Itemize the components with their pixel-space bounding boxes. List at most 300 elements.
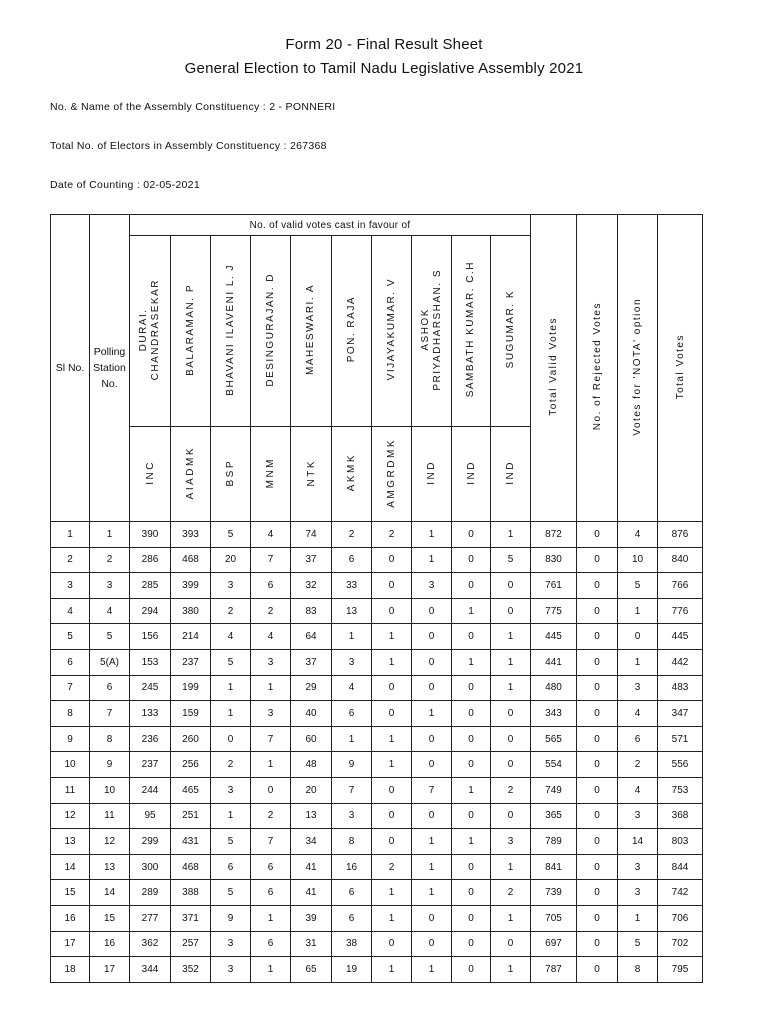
constituency-info: No. & Name of the Assembly Constituency : 2 - PONNERI: [50, 101, 336, 113]
rejected-votes-cell: 0: [577, 829, 618, 855]
sl-no-header: Sl No.: [51, 215, 90, 522]
total-votes-cell: 483: [658, 675, 703, 701]
sl-no-cell: 5: [51, 624, 90, 650]
polling-station-cell: 2: [90, 547, 130, 573]
candidate-votes-cell: 1: [412, 547, 452, 573]
candidate-votes-cell: 32: [291, 573, 332, 599]
rejected-votes-cell: 0: [577, 649, 618, 675]
candidate-votes-cell: 3: [211, 957, 251, 983]
candidate-name-header: DESINGURAJAN. D: [251, 236, 291, 427]
candidate-votes-cell: 0: [452, 547, 491, 573]
sl-no-cell: 1: [51, 522, 90, 548]
party-header: IND: [412, 427, 452, 522]
candidate-votes-cell: 0: [412, 726, 452, 752]
candidate-votes-cell: 20: [291, 777, 332, 803]
candidate-votes-cell: 6: [251, 854, 291, 880]
rejected-votes-cell: 0: [577, 854, 618, 880]
table-row: [51, 624, 703, 650]
total-votes-cell: 571: [658, 726, 703, 752]
counting-date: Date of Counting : 02-05-2021: [50, 179, 200, 191]
candidate-name-header: ASHOK PRIYADHARSHAN. S: [412, 236, 452, 427]
candidate-votes-cell: 0: [412, 931, 452, 957]
candidate-votes-cell: 380: [171, 598, 211, 624]
candidate-votes-cell: 344: [130, 957, 171, 983]
polling-station-cell: 9: [90, 752, 130, 778]
page-subtitle: General Election to Tamil Nadu Legislative Assembly 2021: [184, 60, 584, 77]
candidate-votes-cell: 1: [412, 829, 452, 855]
rejected-votes-header: No. of Rejected Votes: [577, 215, 618, 522]
candidate-votes-cell: 245: [130, 675, 171, 701]
nota-votes-cell: 1: [618, 905, 658, 931]
candidate-votes-cell: 1: [452, 777, 491, 803]
polling-station-cell: 3: [90, 573, 130, 599]
nota-votes-cell: 0: [618, 624, 658, 650]
candidate-votes-cell: 0: [452, 675, 491, 701]
candidate-votes-cell: 95: [130, 803, 171, 829]
candidate-votes-cell: 1: [251, 675, 291, 701]
candidate-votes-cell: 6: [211, 854, 251, 880]
rejected-votes-cell: 0: [577, 726, 618, 752]
total-votes-cell: 803: [658, 829, 703, 855]
candidate-votes-cell: 3: [251, 649, 291, 675]
candidate-votes-cell: 1: [372, 880, 412, 906]
candidate-votes-cell: 0: [491, 701, 531, 727]
candidate-votes-cell: 393: [171, 522, 211, 548]
candidate-votes-cell: 8: [332, 829, 372, 855]
candidate-votes-cell: 0: [452, 752, 491, 778]
sl-no-cell: 15: [51, 880, 90, 906]
valid-votes-group-header: No. of valid votes cast in favour of: [130, 215, 531, 236]
candidate-votes-cell: 1: [491, 675, 531, 701]
candidate-votes-cell: 0: [412, 675, 452, 701]
candidate-votes-cell: 1: [251, 957, 291, 983]
candidate-votes-cell: 5: [211, 649, 251, 675]
polling-station-cell: 17: [90, 957, 130, 983]
candidate-votes-cell: 29: [291, 675, 332, 701]
candidate-votes-cell: 286: [130, 547, 171, 573]
page-title: Form 20 - Final Result Sheet: [285, 36, 483, 53]
candidate-votes-cell: 0: [372, 701, 412, 727]
candidate-votes-cell: 2: [332, 522, 372, 548]
candidate-votes-cell: 260: [171, 726, 211, 752]
total-valid-votes-cell: 789: [531, 829, 577, 855]
candidate-votes-cell: 299: [130, 829, 171, 855]
candidate-votes-cell: 0: [412, 752, 452, 778]
candidate-name-header: BALARAMAN. P: [171, 236, 211, 427]
total-valid-votes-cell: 445: [531, 624, 577, 650]
candidate-votes-cell: 0: [491, 931, 531, 957]
total-valid-votes-cell: 787: [531, 957, 577, 983]
result-table: [50, 214, 703, 983]
candidate-votes-cell: 352: [171, 957, 211, 983]
candidate-votes-cell: 2: [491, 880, 531, 906]
candidate-votes-cell: 237: [171, 649, 211, 675]
candidate-votes-cell: 0: [412, 905, 452, 931]
candidate-votes-cell: 1: [412, 522, 452, 548]
polling-station-cell: 16: [90, 931, 130, 957]
candidate-votes-cell: 1: [372, 624, 412, 650]
polling-station-cell: 13: [90, 854, 130, 880]
nota-votes-cell: 4: [618, 701, 658, 727]
candidate-votes-cell: 294: [130, 598, 171, 624]
sl-no-cell: 17: [51, 931, 90, 957]
candidate-votes-cell: 40: [291, 701, 332, 727]
total-valid-votes-cell: 739: [531, 880, 577, 906]
candidate-votes-cell: 0: [452, 905, 491, 931]
polling-station-cell: 1: [90, 522, 130, 548]
candidate-name-header: PON. RAJA: [332, 236, 372, 427]
rejected-votes-cell: 0: [577, 598, 618, 624]
nota-votes-cell: 4: [618, 777, 658, 803]
candidate-votes-cell: 1: [372, 649, 412, 675]
candidate-votes-cell: 0: [491, 598, 531, 624]
rejected-votes-cell: 0: [577, 701, 618, 727]
candidate-votes-cell: 48: [291, 752, 332, 778]
candidate-votes-cell: 0: [372, 547, 412, 573]
candidate-votes-cell: 1: [211, 701, 251, 727]
table-row: [51, 829, 703, 855]
candidate-votes-cell: 0: [251, 777, 291, 803]
candidate-votes-cell: 1: [251, 905, 291, 931]
candidate-votes-cell: 3: [211, 573, 251, 599]
candidate-votes-cell: 199: [171, 675, 211, 701]
candidate-votes-cell: 277: [130, 905, 171, 931]
candidate-votes-cell: 7: [412, 777, 452, 803]
polling-station-cell: 5: [90, 624, 130, 650]
candidate-votes-cell: 19: [332, 957, 372, 983]
candidate-votes-cell: 7: [251, 829, 291, 855]
candidate-votes-cell: 60: [291, 726, 332, 752]
total-valid-votes-cell: 872: [531, 522, 577, 548]
total-votes-cell: 776: [658, 598, 703, 624]
candidate-votes-cell: 300: [130, 854, 171, 880]
sl-no-cell: 7: [51, 675, 90, 701]
candidate-votes-cell: 83: [291, 598, 332, 624]
candidate-votes-cell: 16: [332, 854, 372, 880]
table-row: [51, 649, 703, 675]
table-row: [51, 931, 703, 957]
candidate-votes-cell: 0: [372, 777, 412, 803]
candidate-name-header: DURAI. CHANDRASEKAR: [130, 236, 171, 427]
sl-no-cell: 11: [51, 777, 90, 803]
total-votes-cell: 876: [658, 522, 703, 548]
candidate-votes-cell: 214: [171, 624, 211, 650]
nota-votes-cell: 3: [618, 675, 658, 701]
total-valid-votes-cell: 697: [531, 931, 577, 957]
candidate-votes-cell: 399: [171, 573, 211, 599]
candidate-votes-cell: 3: [211, 777, 251, 803]
total-valid-votes-cell: 441: [531, 649, 577, 675]
rejected-votes-cell: 0: [577, 880, 618, 906]
candidate-votes-cell: 159: [171, 701, 211, 727]
candidate-votes-cell: 388: [171, 880, 211, 906]
table-row: [51, 957, 703, 983]
candidate-votes-cell: 1: [491, 854, 531, 880]
sl-no-cell: 10: [51, 752, 90, 778]
candidate-votes-cell: 1: [332, 726, 372, 752]
table-row: [51, 752, 703, 778]
candidate-votes-cell: 7: [251, 547, 291, 573]
rejected-votes-cell: 0: [577, 675, 618, 701]
total-valid-votes-cell: 775: [531, 598, 577, 624]
candidate-votes-cell: 0: [412, 649, 452, 675]
total-votes-cell: 445: [658, 624, 703, 650]
nota-votes-cell: 8: [618, 957, 658, 983]
table-row: [51, 880, 703, 906]
total-valid-votes-cell: 480: [531, 675, 577, 701]
candidate-votes-cell: 0: [491, 573, 531, 599]
candidate-votes-cell: 38: [332, 931, 372, 957]
candidate-votes-cell: 2: [491, 777, 531, 803]
candidate-votes-cell: 0: [452, 573, 491, 599]
candidate-votes-cell: 0: [491, 803, 531, 829]
candidate-votes-cell: 1: [452, 649, 491, 675]
candidate-votes-cell: 6: [332, 547, 372, 573]
sl-no-cell: 2: [51, 547, 90, 573]
party-header: AKMK: [332, 427, 372, 522]
candidate-votes-cell: 5: [211, 880, 251, 906]
total-votes-cell: 706: [658, 905, 703, 931]
total-valid-votes-cell: 830: [531, 547, 577, 573]
table-row: [51, 675, 703, 701]
candidate-votes-cell: 431: [171, 829, 211, 855]
candidate-votes-cell: 3: [491, 829, 531, 855]
sl-no-cell: 16: [51, 905, 90, 931]
rejected-votes-cell: 0: [577, 777, 618, 803]
candidate-votes-cell: 251: [171, 803, 211, 829]
candidate-votes-cell: 6: [332, 905, 372, 931]
total-votes-cell: 556: [658, 752, 703, 778]
polling-station-cell: 7: [90, 701, 130, 727]
candidate-name-header: BHAVANI ILAVENI L. J: [211, 236, 251, 427]
candidate-votes-cell: 0: [372, 931, 412, 957]
candidate-votes-cell: 0: [372, 573, 412, 599]
candidate-votes-cell: 257: [171, 931, 211, 957]
table-row: [51, 905, 703, 931]
sl-no-cell: 3: [51, 573, 90, 599]
rejected-votes-cell: 0: [577, 803, 618, 829]
total-votes-cell: 742: [658, 880, 703, 906]
candidate-votes-cell: 0: [452, 931, 491, 957]
candidate-votes-cell: 0: [452, 522, 491, 548]
rejected-votes-cell: 0: [577, 752, 618, 778]
nota-votes-cell: 1: [618, 649, 658, 675]
candidate-votes-cell: 3: [211, 931, 251, 957]
nota-votes-cell: 2: [618, 752, 658, 778]
candidate-votes-cell: 0: [412, 803, 452, 829]
candidate-votes-cell: 64: [291, 624, 332, 650]
candidate-votes-cell: 153: [130, 649, 171, 675]
candidate-votes-cell: 1: [452, 829, 491, 855]
table-row: [51, 573, 703, 599]
nota-votes-cell: 5: [618, 573, 658, 599]
total-valid-votes-cell: 749: [531, 777, 577, 803]
candidate-votes-cell: 2: [372, 854, 412, 880]
party-header: NTK: [291, 427, 332, 522]
total-votes-cell: 753: [658, 777, 703, 803]
candidate-votes-cell: 0: [452, 726, 491, 752]
candidate-votes-cell: 1: [491, 649, 531, 675]
candidate-votes-cell: 4: [211, 624, 251, 650]
total-votes-cell: 795: [658, 957, 703, 983]
candidate-votes-cell: 371: [171, 905, 211, 931]
candidate-votes-cell: 285: [130, 573, 171, 599]
candidate-votes-cell: 7: [251, 726, 291, 752]
candidate-votes-cell: 465: [171, 777, 211, 803]
total-votes-cell: 844: [658, 854, 703, 880]
candidate-votes-cell: 244: [130, 777, 171, 803]
candidate-votes-cell: 41: [291, 880, 332, 906]
candidate-votes-cell: 13: [332, 598, 372, 624]
table-row: [51, 803, 703, 829]
candidate-votes-cell: 0: [211, 726, 251, 752]
candidate-votes-cell: 4: [251, 624, 291, 650]
sl-no-cell: 9: [51, 726, 90, 752]
nota-votes-cell: 4: [618, 522, 658, 548]
candidate-votes-cell: 237: [130, 752, 171, 778]
nota-votes-cell: 3: [618, 880, 658, 906]
candidate-votes-cell: 31: [291, 931, 332, 957]
rejected-votes-cell: 0: [577, 931, 618, 957]
candidate-votes-cell: 2: [251, 598, 291, 624]
nota-votes-cell: 1: [618, 598, 658, 624]
candidate-votes-cell: 1: [372, 752, 412, 778]
candidate-votes-cell: 1: [412, 854, 452, 880]
candidate-votes-cell: 289: [130, 880, 171, 906]
candidate-votes-cell: 1: [491, 905, 531, 931]
sl-no-cell: 4: [51, 598, 90, 624]
sl-no-cell: 13: [51, 829, 90, 855]
candidate-votes-cell: 9: [332, 752, 372, 778]
candidate-votes-cell: 6: [332, 880, 372, 906]
rejected-votes-cell: 0: [577, 547, 618, 573]
total-votes-cell: 347: [658, 701, 703, 727]
candidate-votes-cell: 74: [291, 522, 332, 548]
candidate-votes-cell: 6: [251, 880, 291, 906]
total-votes-header: Total Votes: [658, 215, 703, 522]
candidate-votes-cell: 41: [291, 854, 332, 880]
electors-info: Total No. of Electors in Assembly Constituency : 267368: [50, 140, 327, 152]
candidate-votes-cell: 0: [491, 752, 531, 778]
total-valid-votes-cell: 841: [531, 854, 577, 880]
party-header: BSP: [211, 427, 251, 522]
nota-votes-cell: 14: [618, 829, 658, 855]
candidate-votes-cell: 2: [251, 803, 291, 829]
candidate-votes-cell: 39: [291, 905, 332, 931]
candidate-votes-cell: 3: [251, 701, 291, 727]
candidate-votes-cell: 0: [372, 675, 412, 701]
candidate-votes-cell: 1: [372, 905, 412, 931]
total-votes-cell: 702: [658, 931, 703, 957]
table-row: [51, 777, 703, 803]
candidate-votes-cell: 0: [372, 829, 412, 855]
candidate-votes-cell: 20: [211, 547, 251, 573]
nota-votes-cell: 5: [618, 931, 658, 957]
candidate-votes-cell: 9: [211, 905, 251, 931]
total-valid-votes-cell: 554: [531, 752, 577, 778]
candidate-votes-cell: 4: [251, 522, 291, 548]
nota-votes-header: Votes for 'NOTA' option: [618, 215, 658, 522]
candidate-votes-cell: 6: [332, 701, 372, 727]
table-header: [51, 215, 703, 522]
candidate-votes-cell: 5: [211, 829, 251, 855]
candidate-votes-cell: 7: [332, 777, 372, 803]
polling-station-cell: 8: [90, 726, 130, 752]
candidate-votes-cell: 1: [412, 880, 452, 906]
polling-station-cell: 6: [90, 675, 130, 701]
candidate-votes-cell: 1: [332, 624, 372, 650]
party-header: IND: [491, 427, 531, 522]
candidate-votes-cell: 0: [452, 854, 491, 880]
candidate-votes-cell: 256: [171, 752, 211, 778]
candidate-votes-cell: 37: [291, 649, 332, 675]
candidate-votes-cell: 1: [452, 598, 491, 624]
total-valid-votes-cell: 365: [531, 803, 577, 829]
candidate-votes-cell: 3: [332, 649, 372, 675]
candidate-votes-cell: 65: [291, 957, 332, 983]
candidate-votes-cell: 6: [251, 931, 291, 957]
candidate-votes-cell: 37: [291, 547, 332, 573]
party-header: AMGRDMK: [372, 427, 412, 522]
candidate-votes-cell: 468: [171, 854, 211, 880]
sl-no-cell: 6: [51, 649, 90, 675]
table-row: [51, 598, 703, 624]
table-row: [51, 701, 703, 727]
nota-votes-cell: 3: [618, 803, 658, 829]
candidate-votes-cell: 1: [372, 957, 412, 983]
sl-no-cell: 18: [51, 957, 90, 983]
candidate-name-header: SUGUMAR. K: [491, 236, 531, 427]
rejected-votes-cell: 0: [577, 573, 618, 599]
candidate-votes-cell: 1: [412, 701, 452, 727]
total-valid-votes-cell: 343: [531, 701, 577, 727]
candidate-votes-cell: 1: [211, 675, 251, 701]
total-valid-votes-cell: 705: [531, 905, 577, 931]
rejected-votes-cell: 0: [577, 522, 618, 548]
candidate-votes-cell: 3: [332, 803, 372, 829]
total-votes-cell: 840: [658, 547, 703, 573]
candidate-votes-cell: 0: [372, 803, 412, 829]
polling-station-cell: 5(A): [90, 649, 130, 675]
candidate-votes-cell: 1: [412, 957, 452, 983]
polling-station-cell: 11: [90, 803, 130, 829]
candidate-votes-cell: 13: [291, 803, 332, 829]
total-valid-votes-header: Total Valid Votes: [531, 215, 577, 522]
party-header: AIADMK: [171, 427, 211, 522]
candidate-votes-cell: 1: [372, 726, 412, 752]
polling-station-cell: 10: [90, 777, 130, 803]
party-header: INC: [130, 427, 171, 522]
candidate-votes-cell: 5: [211, 522, 251, 548]
candidate-votes-cell: 0: [372, 598, 412, 624]
rejected-votes-cell: 0: [577, 905, 618, 931]
polling-station-header: Polling Station No.: [90, 215, 130, 522]
candidate-votes-cell: 133: [130, 701, 171, 727]
candidate-votes-cell: 1: [211, 803, 251, 829]
candidate-votes-cell: 5: [491, 547, 531, 573]
candidate-votes-cell: 0: [412, 598, 452, 624]
candidate-votes-cell: 34: [291, 829, 332, 855]
sl-no-cell: 14: [51, 854, 90, 880]
nota-votes-cell: 3: [618, 854, 658, 880]
candidate-votes-cell: 1: [491, 624, 531, 650]
candidate-votes-cell: 3: [412, 573, 452, 599]
table-row: [51, 854, 703, 880]
sl-no-cell: 8: [51, 701, 90, 727]
table-row: [51, 547, 703, 573]
total-votes-cell: 368: [658, 803, 703, 829]
polling-station-cell: 15: [90, 905, 130, 931]
